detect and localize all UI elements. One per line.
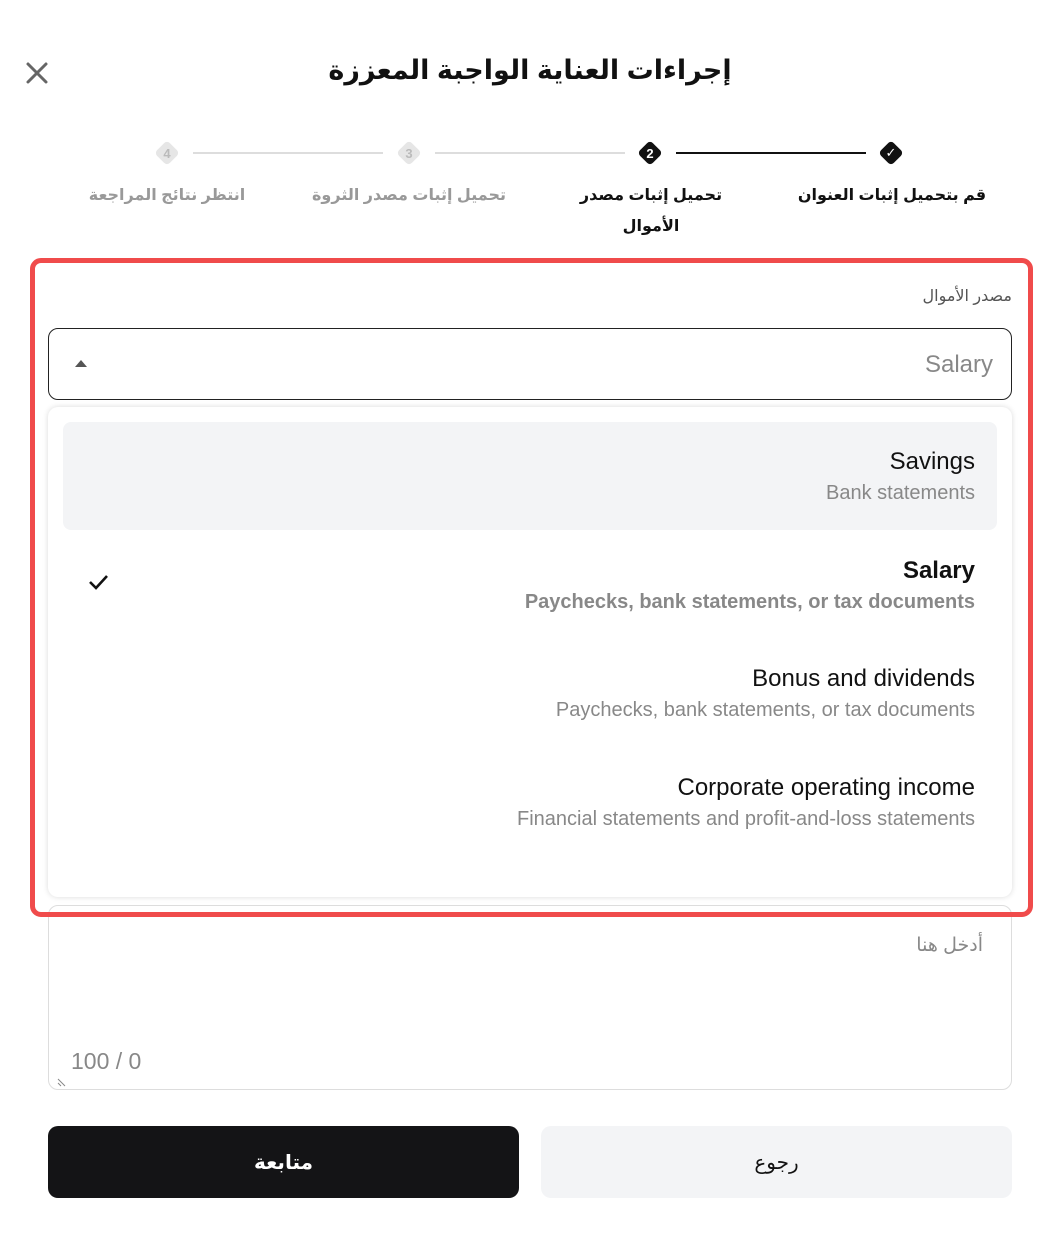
- option-title: Bonus and dividends: [752, 665, 975, 692]
- option-salary[interactable]: [63, 531, 997, 639]
- step-3-badge: 3: [397, 141, 421, 165]
- caret-up-icon: [75, 360, 87, 367]
- textarea-placeholder: أدخل هنا: [916, 935, 983, 956]
- source-of-funds-select[interactable]: [48, 328, 1012, 400]
- step-2-label: تحميل إثبات مصدر الأموال: [579, 187, 723, 235]
- option-title: Corporate operating income: [677, 774, 975, 801]
- selected-value: Salary: [924, 351, 993, 378]
- step-3-label: تحميل إثبات مصدر الثروة: [311, 187, 506, 204]
- step-4-label: انتظر نتائج المراجعة: [88, 187, 246, 204]
- step-connector: [676, 152, 866, 154]
- step-2-badge: 2: [638, 141, 662, 165]
- back-button[interactable]: رجوع: [541, 1126, 1012, 1198]
- option-title: Savings: [889, 448, 975, 475]
- step-connector: [435, 152, 625, 154]
- option-subtitle: Financial statements and profit-and-loss statements: [517, 808, 975, 830]
- step-connector: [193, 152, 383, 154]
- resize-handle-icon[interactable]: [57, 1075, 69, 1087]
- details-textarea[interactable]: [48, 905, 1012, 1090]
- dropdown-menu: [48, 407, 1012, 897]
- step-completed-icon: ✓: [879, 141, 903, 165]
- option-bonus-dividends[interactable]: [63, 639, 997, 747]
- check-icon: [87, 571, 109, 593]
- option-title: Salary: [902, 557, 975, 584]
- option-subtitle: Paychecks, bank statements, or tax documents: [555, 699, 975, 721]
- step-4-badge: 4: [155, 141, 179, 165]
- source-of-funds-label: مصدر الأموال: [922, 288, 1012, 305]
- dialog-title: إجراءات العناية الواجبة المعززة: [328, 55, 732, 85]
- continue-button[interactable]: متابعة: [48, 1126, 519, 1198]
- option-subtitle: Paychecks, bank statements, or tax documents: [524, 591, 975, 613]
- option-corporate-income[interactable]: [63, 748, 997, 856]
- char-counter: 100 / 0: [71, 1048, 142, 1074]
- step-1-label: قم بتحميل إثبات العنوان: [797, 187, 987, 204]
- option-subtitle: Bank statements: [826, 482, 975, 504]
- option-savings[interactable]: [63, 422, 997, 530]
